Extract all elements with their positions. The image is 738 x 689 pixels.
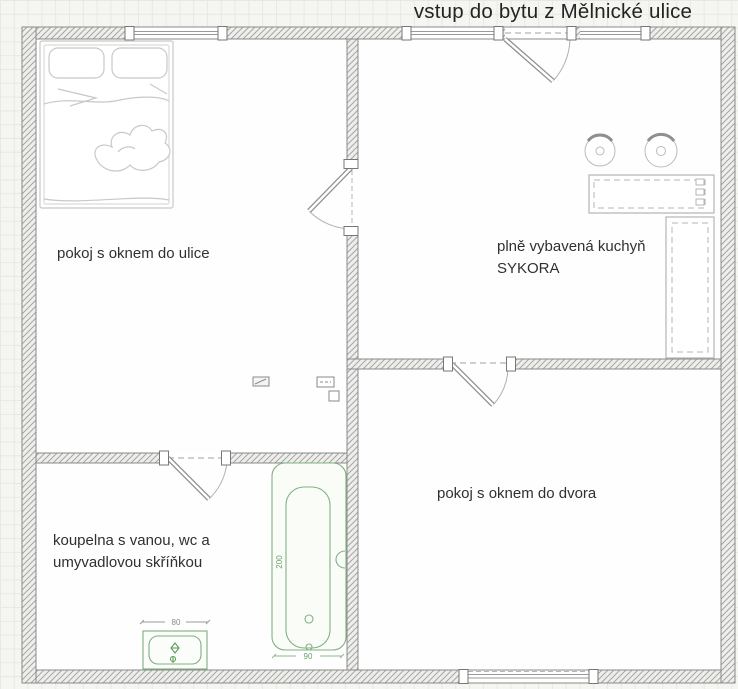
sink-cabinet-outer xyxy=(143,631,207,669)
label-bathroom-line1: koupelna s vanou, wc a xyxy=(53,532,210,549)
label-bathroom-line2: umyvadlovou skříňkou xyxy=(53,554,203,571)
kitchen-tall-unit xyxy=(666,217,714,358)
label-room-yard: pokoj s oknem do dvora xyxy=(437,485,597,502)
window-street-room xyxy=(133,28,222,39)
window-kitchen-right xyxy=(580,28,643,39)
wall-right xyxy=(721,27,735,683)
label-bathroom xyxy=(53,530,210,574)
bed xyxy=(40,41,173,208)
label-kitchen xyxy=(497,236,645,280)
wall-kitchen-yard xyxy=(347,359,721,369)
bed-pillow-left xyxy=(49,48,104,78)
wall-center-vertical xyxy=(347,39,358,670)
page-title: vstup do bytu z Mělnické ulice xyxy=(413,0,693,23)
wall-bottom xyxy=(22,670,735,683)
wall-left xyxy=(22,27,36,683)
bathtub-length-dim: 200 xyxy=(275,555,284,569)
kitchen-counter xyxy=(589,175,714,213)
bed-pillow-right xyxy=(112,48,167,78)
label-kitchen-line1: plně vybavená kuchyň xyxy=(497,238,646,255)
outlet-small xyxy=(329,391,339,401)
window-kitchen-left xyxy=(410,28,495,39)
label-kitchen-line2: SYKORA xyxy=(497,260,560,277)
sink-cabinet xyxy=(143,631,207,669)
window-yard-room xyxy=(468,671,590,683)
label-room-street: pokoj s oknem do ulice xyxy=(57,245,210,262)
bathtub-width-dim: 90 xyxy=(303,652,313,661)
sink-width-dim: 80 xyxy=(171,618,181,627)
